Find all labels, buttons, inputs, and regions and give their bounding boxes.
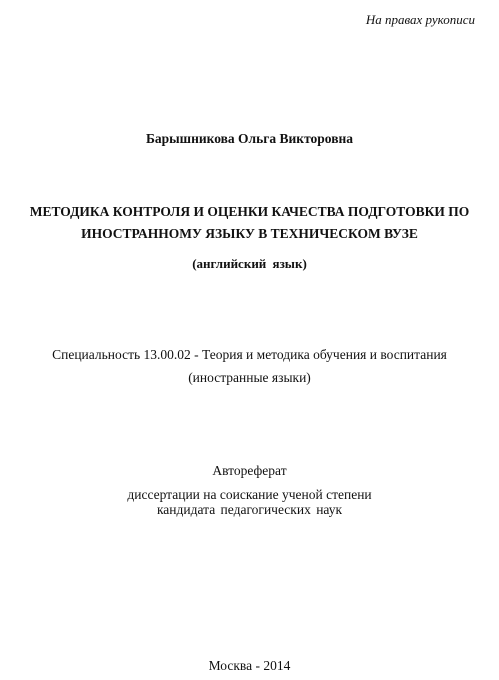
dissertation-line-2: кандидата педагогических наук bbox=[156, 502, 343, 517]
title-line-2: ИНОСТРАННОМУ ЯЗЫКУ В ТЕХНИЧЕСКОМ ВУЗЕ bbox=[81, 226, 418, 241]
place-year: Москва - 2014 bbox=[208, 658, 291, 673]
document-type: Автореферат bbox=[212, 463, 287, 478]
specialty-line-1: Специальность 13.00.02 - Теория и методика обучения и воспитания bbox=[52, 347, 447, 362]
title-line-1: МЕТОДИКА КОНТРОЛЯ И ОЦЕНКИ КАЧЕСТВА ПОДГОТОВКИ ПО bbox=[29, 204, 470, 219]
author-name: Барышникова Ольга Викторовна bbox=[145, 131, 354, 146]
rights-note: На правах рукописи bbox=[365, 12, 475, 27]
specialty-line-2: (иностранные языки) bbox=[188, 370, 311, 385]
dissertation-line-1: диссертации на соискание ученой степени bbox=[127, 487, 372, 502]
language-note: (английский язык) bbox=[192, 256, 307, 271]
